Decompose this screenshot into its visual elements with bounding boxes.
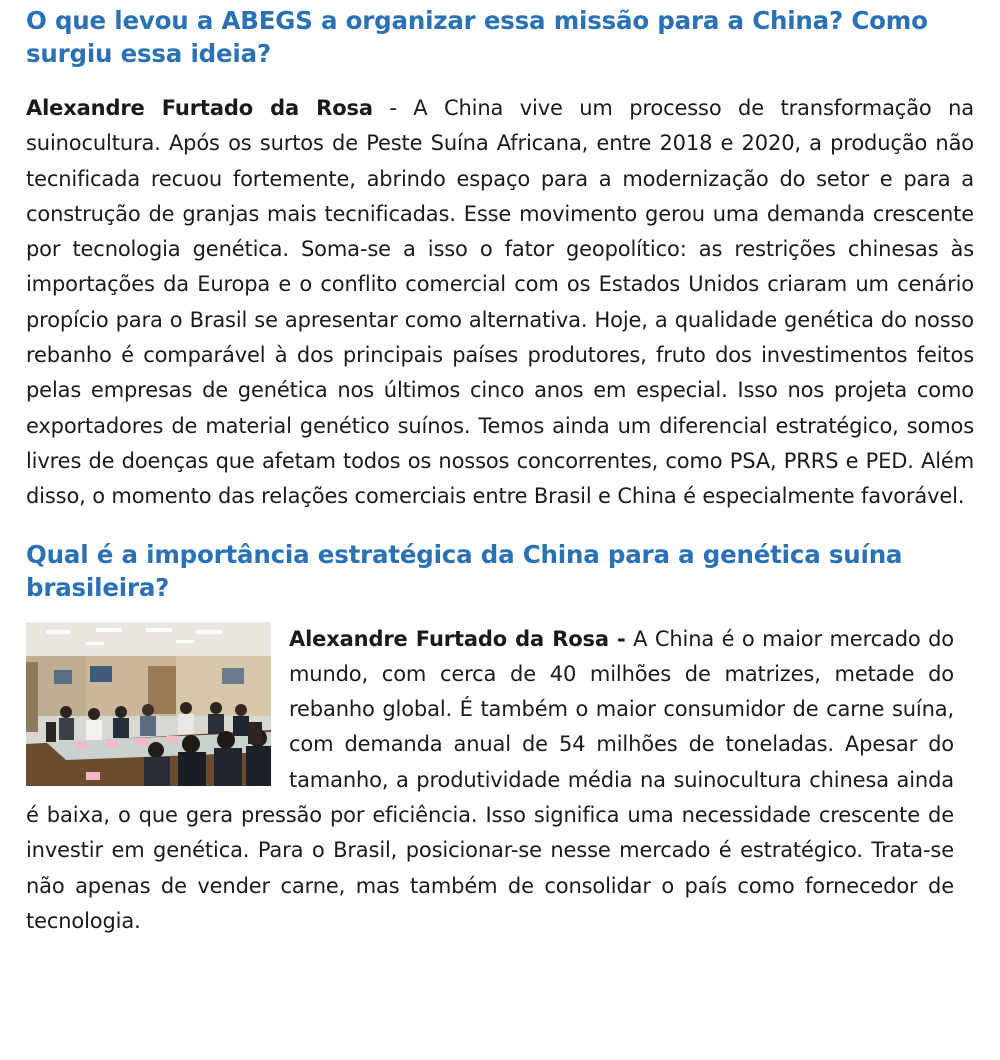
answer-text-1: A China vive um processo de transformação na suinocultura. Após os surtos de Peste Suína Africana, entre 2018 e 2020, a produção não tecnificada recuou fortemente, abrindo espaço para a modernização do setor e para a construção de granjas mais tecnificadas. Esse movimento gerou uma demanda crescente por tecnologia genética. Soma-se a isso o fator geopolítico: as restrições chinesas às importações da Europa e o conflito comercial com os Estados Unidos criaram um cenário propício para o Brasil se apresentar como alternativa. Hoje, a qualidade genética do nosso rebanho é comparável à dos principais países produtores, fruto dos investimentos feitos pelas empresas de genética nos últimos cinco anos em especial. Isso nos projeta como exportadores de material genético suínos. Temos ainda um diferencial estratégico, somos livres de doenças que afetam todos os nossos concorrentes, como PSA, PRRS e PED. Além disso, o momento das relações comerciais entre Brasil e China é especialmente favorável. <box>26 96 974 509</box>
meeting-photo <box>26 622 271 786</box>
answer-block-2 <box>26 622 954 940</box>
answer-text-2: A China é o maior mercado do mundo, com cerca de 40 milhões de matrizes, metade do rebanho global. É também o maior consumidor de carne suína, com demanda anual de 54 milhões de toneladas. Apesar do tamanho, a produtividade média na suinocultura chinesa ainda é baixa, o que gera pressão por eficiência. Isso significa uma necessidade crescente de investir em genética. Para o Brasil, posicionar-se nesse mercado é estratégico. Trata-se não apenas de vender carne, mas também de consolidar o país como fornecedor de tecnologia. <box>26 626 954 933</box>
question-heading-1: O que levou a ABEGS a organizar essa missão para a China? Como surgiu essa ideia? <box>26 6 928 68</box>
speaker-name-2: Alexandre Furtado da Rosa - <box>289 626 626 651</box>
speaker-name-1: Alexandre Furtado da Rosa <box>26 96 373 120</box>
speaker-separator-1: - <box>372 96 414 120</box>
question-heading-2: Qual é a importância estratégica da China para a genética suína brasileira? <box>26 539 903 602</box>
answer-paragraph-1 <box>26 91 974 515</box>
article <box>26 4 974 939</box>
